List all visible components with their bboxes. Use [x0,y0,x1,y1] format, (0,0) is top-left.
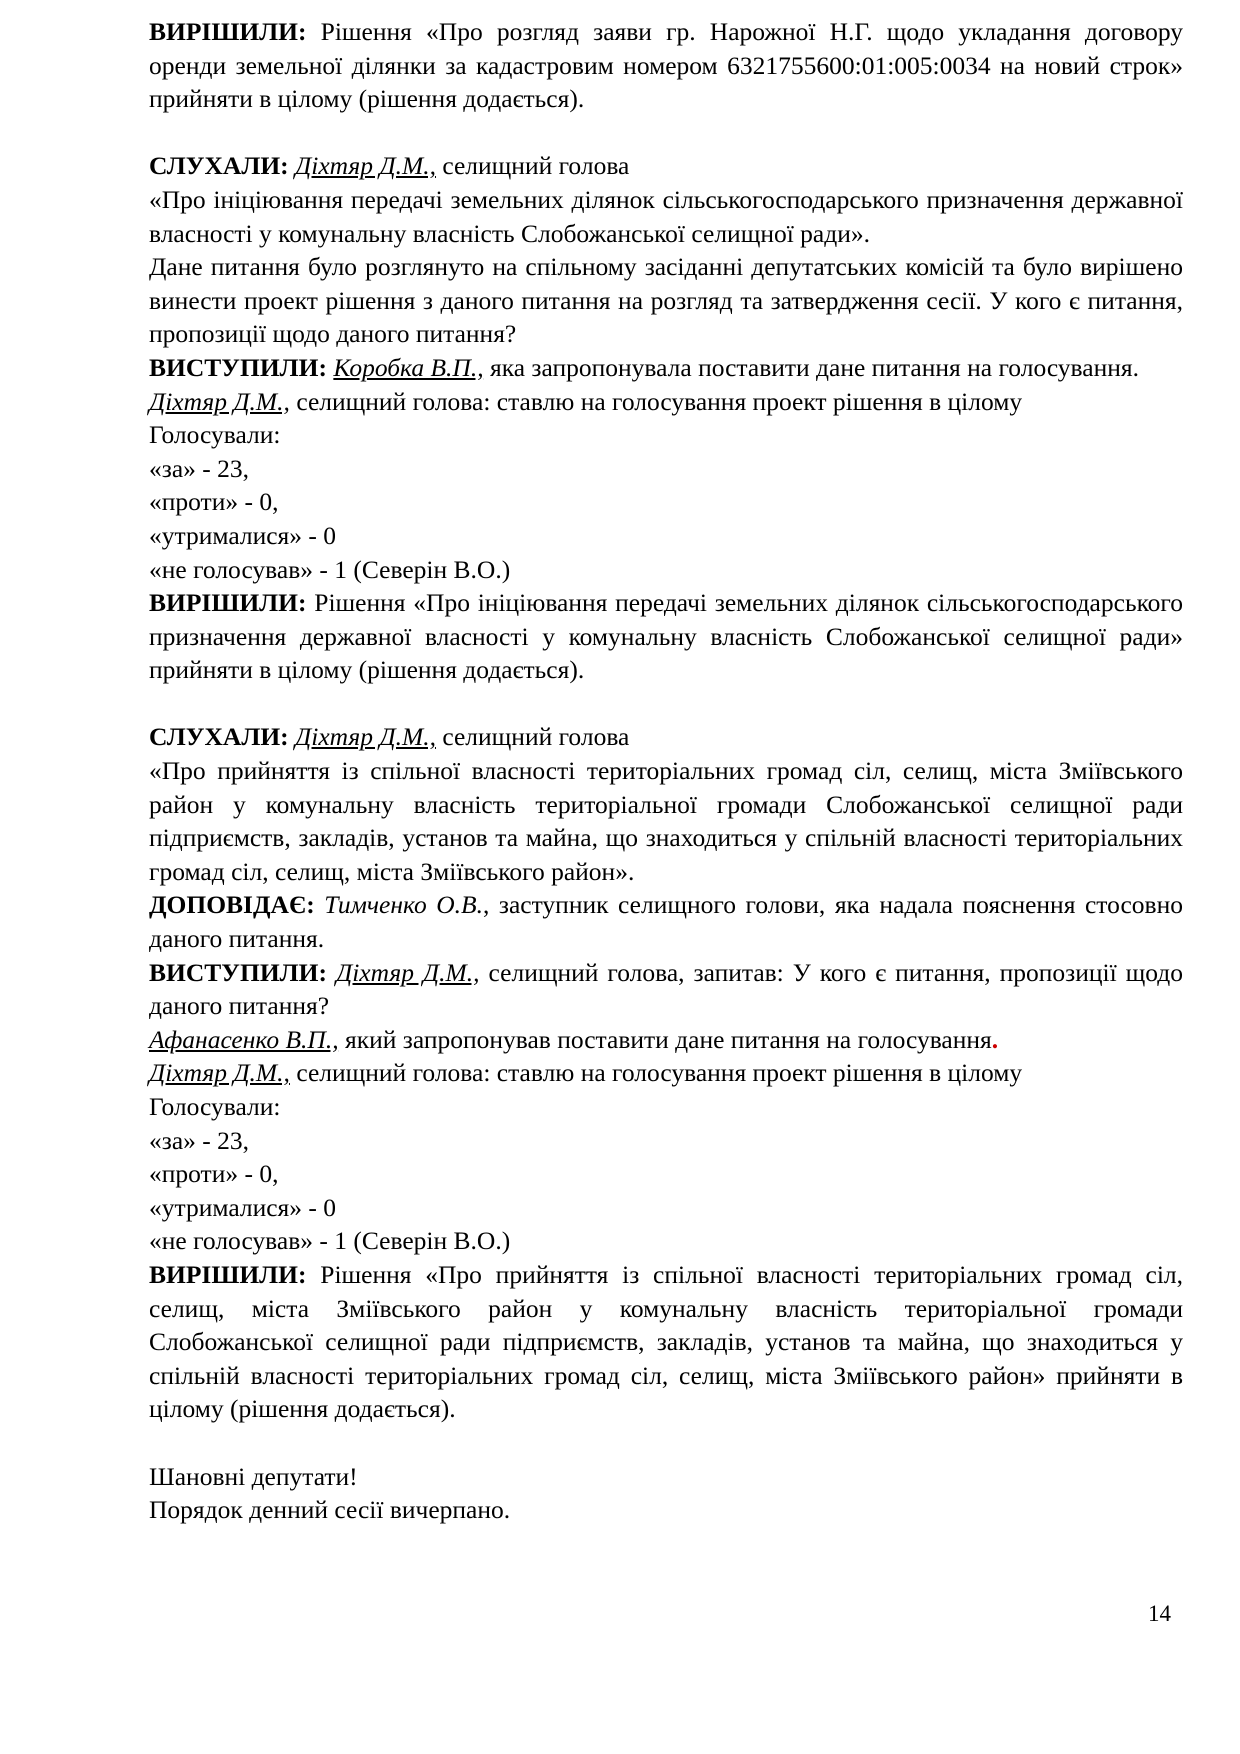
decision-paragraph [149,15,1183,116]
decided-label: ВИРІШИЛИ: [149,17,307,46]
vote-not-voted: «не голосував» - 1 (Северін В.О.) [149,554,511,584]
vote-against: «проти» - 0, [149,487,279,517]
proposal-text: який запропонував поставити дане питання на голосування [344,1024,992,1054]
heard-paragraph [149,149,1183,183]
page-number: 14 [1148,1601,1171,1626]
speaker-name: Діхтяр Д.М., [295,151,436,181]
chair-vote-paragraph [149,1056,1183,1090]
heard-label: СЛУХАЛИ: [149,151,289,181]
reporter-name: Тимченко О.В. [324,890,483,920]
spoke-label: ВИСТУПИЛИ: [149,352,327,382]
heard-paragraph [149,720,1183,754]
agenda-title: «Про ініціювання передачі земельних ділянок сільськогосподарського призначення державної власності у комунальну власність Слобожанської селищної ради». [149,184,1183,248]
spoke-paragraph [149,956,1183,1023]
document-page [149,15,1183,1527]
chair-vote-text: селищний голова: ставлю на голосування проект рішення в цілому [296,1058,1023,1088]
reports-label: ДОПОВІДАЄ: [149,890,315,920]
vote-not-voted: «не голосував» - 1 (Северін В.О.) [149,1226,511,1256]
reports-text: , заступник селищного голови, яка надала пояснення стосовно даного питання. [149,890,1183,954]
speaker-name: Діхтяр Д.М., [335,957,480,987]
vote-against: «проти» - 0, [149,1159,279,1189]
speaker-name: Діхтяр Д.М., [149,1058,290,1088]
decision-text: Рішення «Про розгляд заяви гр. Нарожної Н.Г. щодо укладання договору оренди земельної ділянки за кадастровим номером 6321755600:01:005:0034 на новий строк» прийняти в цілому (рішення додається). [149,17,1183,114]
reports-paragraph [149,888,1183,955]
chair-vote-text: селищний голова: ставлю на голосування проект рішення в цілому [296,386,1023,416]
proposal-paragraph [149,1023,1183,1057]
vote-for: «за» - 23, [149,453,250,483]
red-dot: . [991,1024,999,1054]
heard-label: СЛУХАЛИ: [149,722,289,752]
speaker-name: Афанасенко В.П., [149,1024,339,1054]
discussion-paragraph: Дане питання було розглянуто на спільному засіданні депутатських комісій та було вирішено винести проект рішення з даного питання на розгляд та затвердження сесії. У кого є питання, пропозиції щодо даного питання? [149,252,1183,349]
vote-for: «за» - 23, [149,1125,250,1155]
speaker-role: селищний голова [442,151,630,181]
speaker-name: Діхтяр Д.М., [149,386,290,416]
decided-label: ВИРІШИЛИ: [149,588,307,618]
decided-label: ВИРІШИЛИ: [149,1259,307,1289]
decision-text: Рішення «Про ініціювання передачі земельних ділянок сільськогосподарського призначення державної власності у комунальну власність Слобожанської селищної ради» прийняти в цілому (рішення додається). [149,588,1183,685]
vote-abstained: «утрималися» - 0 [149,520,337,550]
decision-paragraph [149,1258,1183,1426]
chair-vote-paragraph [149,385,1183,419]
spoke-text: селищний голова, запитав: У кого є питання, пропозиції щодо даного питання? [149,957,1184,1021]
decision-text: Рішення «Про прийняття із спільної власності територіальних громад сіл, селищ, міста Зміївського район у комунальну власність територіальної громади Слобожанської селищної ради підприємств, закладів, установ та майна, що знаходиться у спільній власності територіальних громад сіл, селищ, міста Зміївського район» прийняти в цілому (рішення додається). [149,1259,1183,1424]
closing-statement: Порядок денний сесії вичерпано. [149,1495,511,1525]
spoke-text: яка запропонувала поставити дане питання на голосування. [489,352,1139,382]
speaker-role: селищний голова [442,722,630,752]
speaker-name: Діхтяр Д.М., [295,722,436,752]
decision-paragraph [149,586,1183,687]
vote-abstained: «утрималися» - 0 [149,1192,337,1222]
spoke-label: ВИСТУПИЛИ: [149,957,327,987]
voted-label: Голосували: [149,420,281,450]
spoke-paragraph [149,351,1183,385]
voted-label: Голосували: [149,1092,281,1121]
speaker-name: Коробка В.П., [333,352,484,382]
agenda-title: «Про прийняття із спільної власності територіальних громад сіл, селищ, міста Зміївського район у комунальну власність територіальної громади Слобожанської селищної ради підприємств, закладів, установ та майна, що знаходиться у спільній власності територіальних громад сіл, селищ, міста Зміївського район». [149,756,1183,886]
closing-greeting: Шановні депутати! [149,1461,358,1491]
